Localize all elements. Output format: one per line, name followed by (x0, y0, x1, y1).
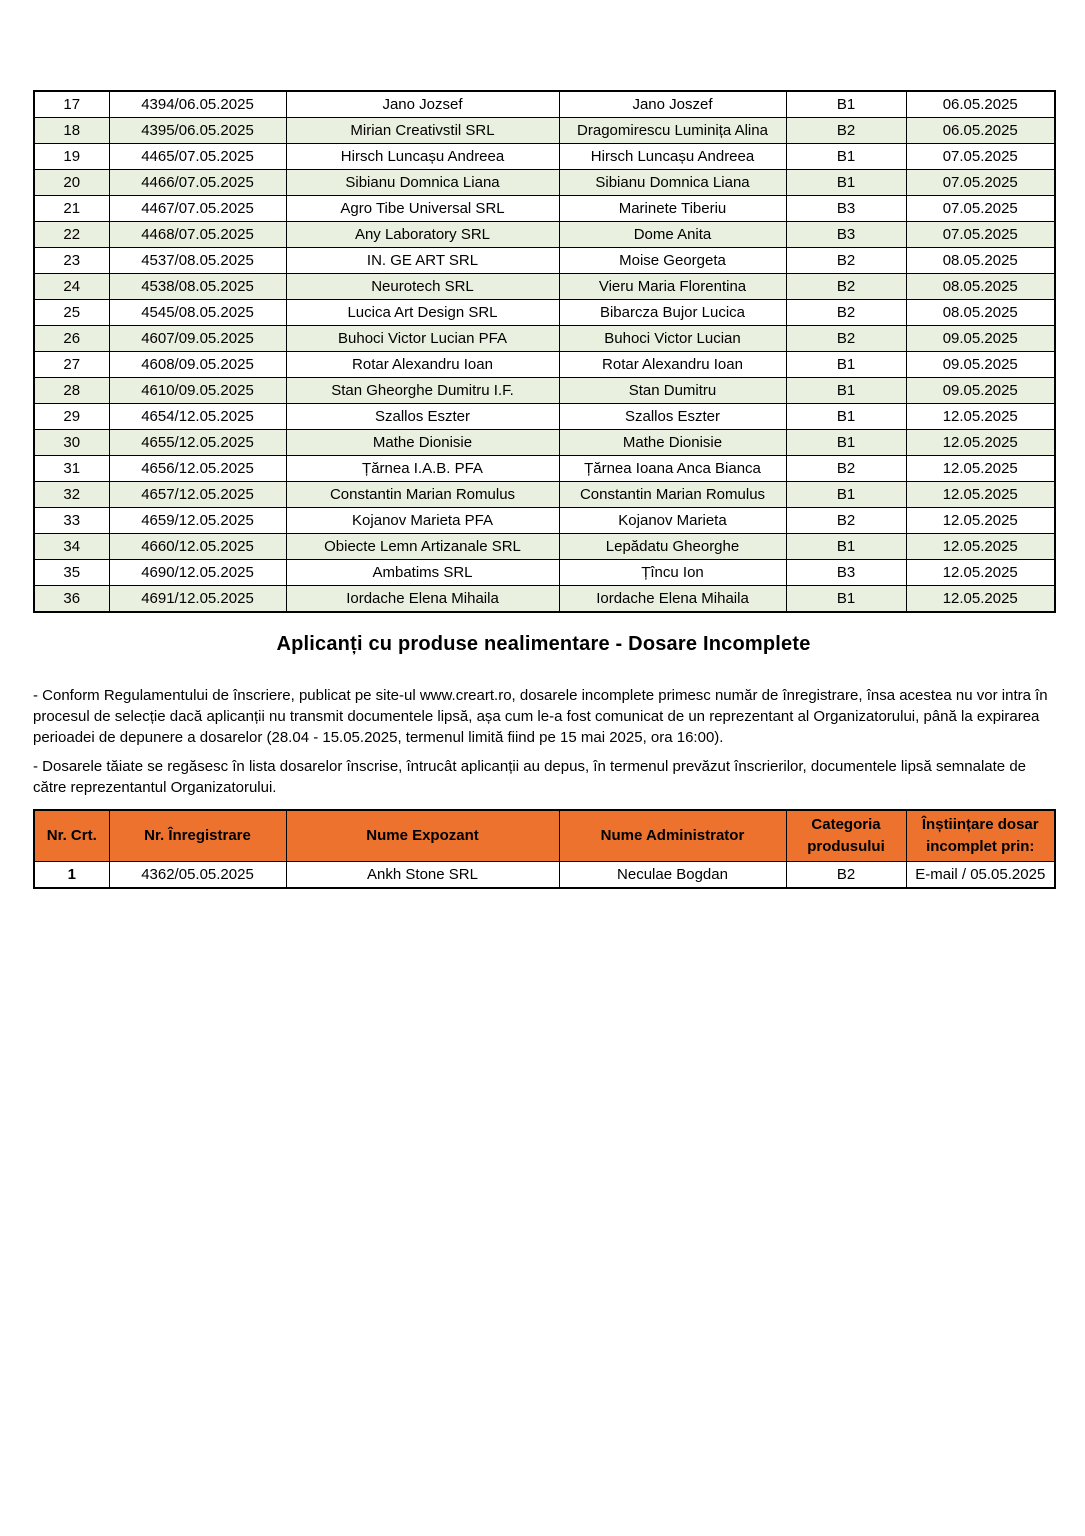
table-row (34, 91, 1055, 118)
cell-data-inregistrare: 07.05.2025 (906, 144, 1055, 170)
registered-table-body (34, 91, 1055, 612)
table-row (34, 404, 1055, 430)
cell-nr-inregistrare: 4655/12.05.2025 (109, 430, 286, 456)
cell-categoria-produsului: B3 (786, 222, 906, 248)
cell-categoria-produsului: B1 (786, 352, 906, 378)
cell-nume-expozant: Ambatims SRL (286, 560, 559, 586)
cell-nr-crt: 18 (34, 118, 109, 144)
cell-categoria-produsului: B2 (786, 248, 906, 274)
cell-nr-crt: 30 (34, 430, 109, 456)
cell-nr-inregistrare: 4607/09.05.2025 (109, 326, 286, 352)
table-row (34, 430, 1055, 456)
cell-nr-crt: 29 (34, 404, 109, 430)
cell-nr-crt: 1 (34, 862, 109, 889)
cell-nr-inregistrare: 4468/07.05.2025 (109, 222, 286, 248)
cell-instiintare-dosar: E-mail / 05.05.2025 (906, 862, 1055, 889)
section-title: Aplicanți cu produse nealimentare - Dosare Incomplete (276, 633, 811, 655)
cell-nume-administrator: Dragomirescu Luminița Alina (559, 118, 786, 144)
cell-nume-expozant: Ankh Stone SRL (286, 862, 559, 889)
table-row (34, 378, 1055, 404)
cell-nume-administrator: Constantin Marian Romulus (559, 482, 786, 508)
cell-nr-inregistrare: 4691/12.05.2025 (109, 586, 286, 613)
cell-nr-crt: 35 (34, 560, 109, 586)
cell-data-inregistrare: 06.05.2025 (906, 118, 1055, 144)
cell-nume-administrator: Kojanov Marieta (559, 508, 786, 534)
note-paragraph-2: - Dosarele tăiate se regăsesc în lista dosarelor înscrise, întrucât aplicanții au depus, în termenul prevăzut înscrierilor, documentele lipsă semnalate de către reprezentantul Organizatorului. (33, 758, 1027, 796)
table-row (34, 352, 1055, 378)
cell-categoria-produsului: B2 (786, 300, 906, 326)
cell-categoria-produsului: B1 (786, 144, 906, 170)
cell-nr-crt: 28 (34, 378, 109, 404)
cell-data-inregistrare: 12.05.2025 (906, 508, 1055, 534)
table-row (34, 326, 1055, 352)
table-row (34, 534, 1055, 560)
cell-categoria-produsului: B1 (786, 482, 906, 508)
cell-nr-inregistrare: 4394/06.05.2025 (109, 91, 286, 118)
cell-nume-expozant: Iordache Elena Mihaila (286, 586, 559, 613)
cell-nr-crt: 23 (34, 248, 109, 274)
cell-data-inregistrare: 07.05.2025 (906, 196, 1055, 222)
cell-nume-expozant: Buhoci Victor Lucian PFA (286, 326, 559, 352)
cell-nr-crt: 27 (34, 352, 109, 378)
column-header-instiintare-dosar: Înștiințare dosar incomplet prin: (906, 810, 1055, 862)
table-row (34, 862, 1055, 889)
cell-data-inregistrare: 12.05.2025 (906, 534, 1055, 560)
cell-nr-inregistrare: 4610/09.05.2025 (109, 378, 286, 404)
cell-data-inregistrare: 08.05.2025 (906, 300, 1055, 326)
cell-data-inregistrare: 12.05.2025 (906, 560, 1055, 586)
cell-nr-crt: 31 (34, 456, 109, 482)
cell-nr-inregistrare: 4654/12.05.2025 (109, 404, 286, 430)
cell-nume-expozant: IN. GE ART SRL (286, 248, 559, 274)
cell-nume-administrator: Rotar Alexandru Ioan (559, 352, 786, 378)
cell-nr-crt: 33 (34, 508, 109, 534)
cell-nume-administrator: Țărnea Ioana Anca Bianca (559, 456, 786, 482)
cell-categoria-produsului: B2 (786, 508, 906, 534)
cell-nr-crt: 19 (34, 144, 109, 170)
table-row (34, 508, 1055, 534)
cell-categoria-produsului: B1 (786, 430, 906, 456)
cell-nr-inregistrare: 4362/05.05.2025 (109, 862, 286, 889)
cell-nr-inregistrare: 4466/07.05.2025 (109, 170, 286, 196)
cell-nume-administrator: Sibianu Domnica Liana (559, 170, 786, 196)
cell-nr-inregistrare: 4690/12.05.2025 (109, 560, 286, 586)
cell-nr-crt: 22 (34, 222, 109, 248)
cell-nr-inregistrare: 4537/08.05.2025 (109, 248, 286, 274)
cell-nr-inregistrare: 4660/12.05.2025 (109, 534, 286, 560)
cell-nume-expozant: Mathe Dionisie (286, 430, 559, 456)
cell-data-inregistrare: 12.05.2025 (906, 456, 1055, 482)
cell-data-inregistrare: 08.05.2025 (906, 248, 1055, 274)
table-row (34, 482, 1055, 508)
cell-nume-administrator: Stan Dumitru (559, 378, 786, 404)
cell-data-inregistrare: 12.05.2025 (906, 482, 1055, 508)
cell-nr-crt: 21 (34, 196, 109, 222)
cell-nume-expozant: Kojanov Marieta PFA (286, 508, 559, 534)
table-row (34, 456, 1055, 482)
table-row (34, 300, 1055, 326)
cell-nume-administrator: Jano Joszef (559, 91, 786, 118)
cell-nume-expozant: Agro Tibe Universal SRL (286, 196, 559, 222)
cell-nume-administrator: Moise Georgeta (559, 248, 786, 274)
cell-nr-crt: 24 (34, 274, 109, 300)
table-row (34, 196, 1055, 222)
cell-nr-crt: 36 (34, 586, 109, 613)
table-row (34, 170, 1055, 196)
cell-data-inregistrare: 12.05.2025 (906, 404, 1055, 430)
cell-data-inregistrare: 09.05.2025 (906, 326, 1055, 352)
cell-categoria-produsului: B3 (786, 560, 906, 586)
column-header-nume-administrator: Nume Administrator (559, 810, 786, 862)
cell-nume-expozant: Mirian Creativstil SRL (286, 118, 559, 144)
cell-nume-administrator: Hirsch Luncașu Andreea (559, 144, 786, 170)
table-row (34, 560, 1055, 586)
cell-nr-inregistrare: 4608/09.05.2025 (109, 352, 286, 378)
cell-nume-administrator: Iordache Elena Mihaila (559, 586, 786, 613)
cell-data-inregistrare: 12.05.2025 (906, 586, 1055, 613)
cell-nume-administrator: Marinete Tiberiu (559, 196, 786, 222)
cell-data-inregistrare: 09.05.2025 (906, 352, 1055, 378)
registered-applicants-table (33, 90, 1056, 613)
cell-nume-expozant: Lucica Art Design SRL (286, 300, 559, 326)
cell-data-inregistrare: 09.05.2025 (906, 378, 1055, 404)
cell-categoria-produsului: B1 (786, 534, 906, 560)
cell-nume-expozant: Any Laboratory SRL (286, 222, 559, 248)
cell-nume-administrator: Lepădatu Gheorghe (559, 534, 786, 560)
cell-categoria-produsului: B1 (786, 170, 906, 196)
cell-categoria-produsului: B2 (786, 456, 906, 482)
cell-nume-expozant: Jano Jozsef (286, 91, 559, 118)
column-header-nume-expozant: Nume Expozant (286, 810, 559, 862)
incomplete-dossiers-table (33, 809, 1056, 889)
cell-nr-crt: 32 (34, 482, 109, 508)
cell-categoria-produsului: B1 (786, 91, 906, 118)
cell-nume-administrator: Țîncu Ion (559, 560, 786, 586)
cell-categoria-produsului: B2 (786, 118, 906, 144)
cell-nr-inregistrare: 4656/12.05.2025 (109, 456, 286, 482)
column-header-nr-crt: Nr. Crt. (34, 810, 109, 862)
cell-categoria-produsului: B1 (786, 586, 906, 613)
cell-nume-administrator: Szallos Eszter (559, 404, 786, 430)
cell-nume-expozant: Țărnea I.A.B. PFA (286, 456, 559, 482)
cell-nr-inregistrare: 4465/07.05.2025 (109, 144, 286, 170)
table-row (34, 222, 1055, 248)
cell-nr-inregistrare: 4538/08.05.2025 (109, 274, 286, 300)
cell-data-inregistrare: 08.05.2025 (906, 274, 1055, 300)
cell-data-inregistrare: 07.05.2025 (906, 170, 1055, 196)
cell-nume-administrator: Dome Anita (559, 222, 786, 248)
cell-nr-inregistrare: 4659/12.05.2025 (109, 508, 286, 534)
cell-nume-expozant: Szallos Eszter (286, 404, 559, 430)
cell-nume-administrator: Neculae Bogdan (559, 862, 786, 889)
cell-nume-expozant: Obiecte Lemn Artizanale SRL (286, 534, 559, 560)
cell-nume-expozant: Rotar Alexandru Ioan (286, 352, 559, 378)
cell-categoria-produsului: B3 (786, 196, 906, 222)
table-row (34, 586, 1055, 613)
cell-nr-crt: 17 (34, 91, 109, 118)
cell-categoria-produsului: B2 (786, 862, 906, 889)
cell-nume-expozant: Stan Gheorghe Dumitru I.F. (286, 378, 559, 404)
table-row (34, 144, 1055, 170)
table-row (34, 118, 1055, 144)
cell-data-inregistrare: 12.05.2025 (906, 430, 1055, 456)
column-header-nr-inregistrare: Nr. Înregistrare (109, 810, 286, 862)
cell-categoria-produsului: B2 (786, 326, 906, 352)
cell-nr-inregistrare: 4395/06.05.2025 (109, 118, 286, 144)
incomplete-table-header-row (34, 810, 1055, 862)
cell-nume-expozant: Constantin Marian Romulus (286, 482, 559, 508)
cell-nr-crt: 25 (34, 300, 109, 326)
column-header-categoria-produsului: Categoria produsului (786, 810, 906, 862)
cell-nr-crt: 34 (34, 534, 109, 560)
cell-nr-crt: 26 (34, 326, 109, 352)
cell-nume-expozant: Sibianu Domnica Liana (286, 170, 559, 196)
cell-nr-inregistrare: 4657/12.05.2025 (109, 482, 286, 508)
cell-nr-crt: 20 (34, 170, 109, 196)
cell-nr-inregistrare: 4467/07.05.2025 (109, 196, 286, 222)
cell-nume-administrator: Buhoci Victor Lucian (559, 326, 786, 352)
cell-nume-administrator: Bibarcza Bujor Lucica (559, 300, 786, 326)
cell-nume-administrator: Mathe Dionisie (559, 430, 786, 456)
table-row (34, 274, 1055, 300)
incomplete-table-body (34, 862, 1055, 889)
cell-data-inregistrare: 06.05.2025 (906, 91, 1055, 118)
cell-categoria-produsului: B1 (786, 404, 906, 430)
cell-nume-administrator: Vieru Maria Florentina (559, 274, 786, 300)
table-row (34, 248, 1055, 274)
cell-nume-expozant: Neurotech SRL (286, 274, 559, 300)
cell-data-inregistrare: 07.05.2025 (906, 222, 1055, 248)
note-paragraph-1: - Conform Regulamentului de înscriere, publicat pe site-ul www.creart.ro, dosarele incomplete primesc număr de înregistrare, însa acestea nu vor intra în procesul de selecție dacă aplicanții nu transmit documentele lipsă, așa cum le-a fost comunicat de un reprezentant al Organizatorului, până la expirarea perioadei de depunere a dosarelor (28.04 - 15.05.2025, termenul limită fiind pe 15 mai 2025, ora 16:00). (33, 687, 1048, 746)
cell-categoria-produsului: B2 (786, 274, 906, 300)
cell-nume-expozant: Hirsch Luncașu Andreea (286, 144, 559, 170)
cell-nr-inregistrare: 4545/08.05.2025 (109, 300, 286, 326)
cell-categoria-produsului: B1 (786, 378, 906, 404)
